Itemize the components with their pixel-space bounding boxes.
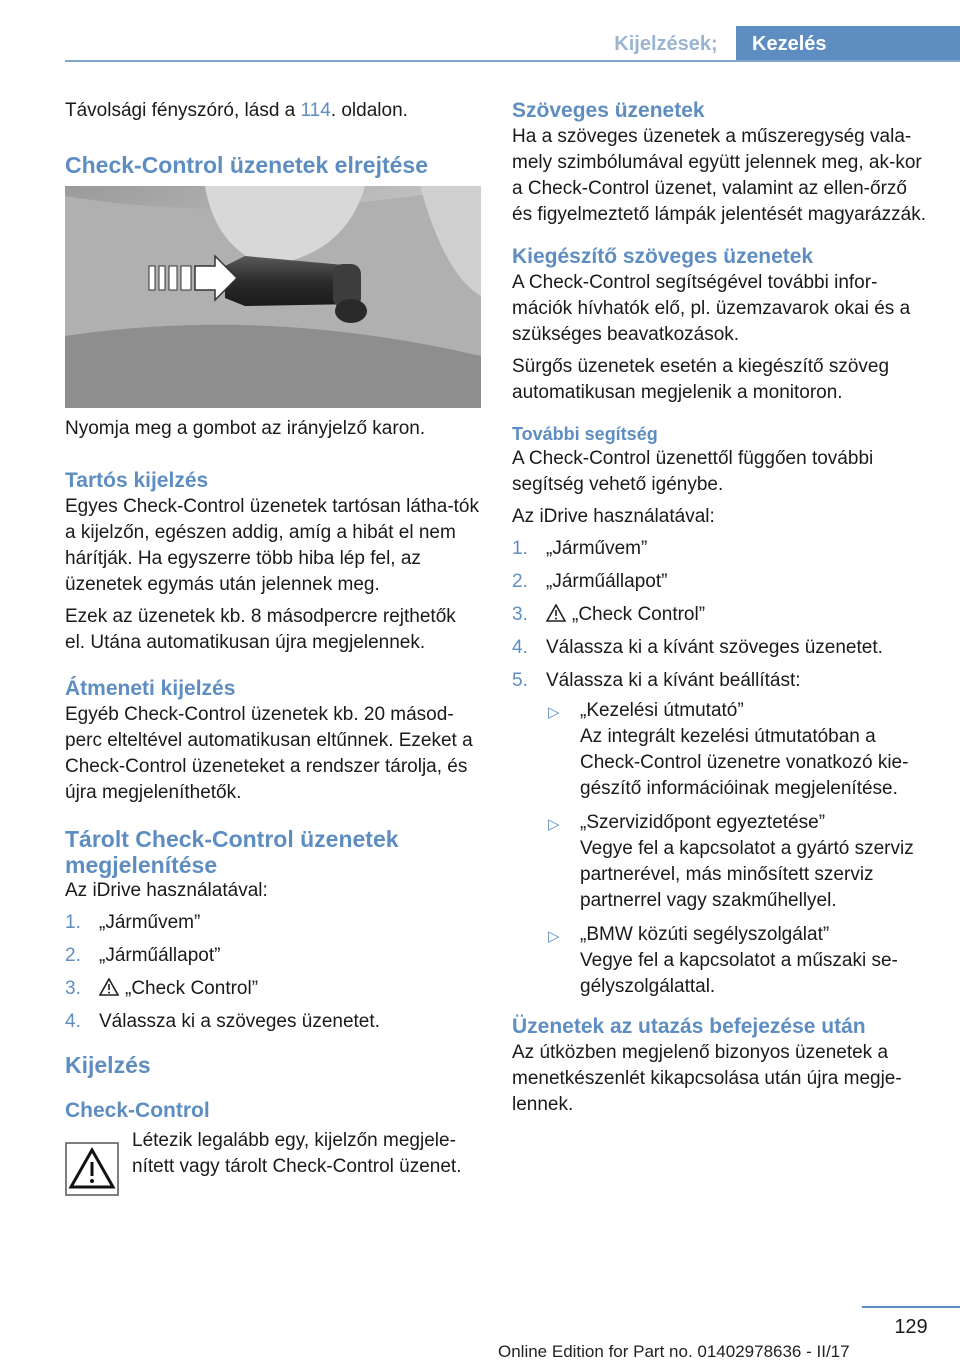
- bullet-triangle-icon: ▷: [548, 928, 560, 945]
- step-text: „Járműállapot”: [99, 945, 221, 966]
- list-item: [512, 602, 932, 628]
- edition-note: Online Edition for Part no. 01402978636 - II/17: [498, 1342, 850, 1361]
- bullet-triangle-icon: ▷: [548, 704, 560, 721]
- step-text: „Check Control”: [572, 604, 706, 625]
- option-title: „Szervizidőpont egyeztetése”: [580, 812, 826, 833]
- temporary-paragraph: Egyéb Check-Control üzenetek kb. 20 másod-perc elteltével automatikusan eltűnnek. Ezeket a Check-Control üzeneteket a rendszer tárolja, és újra megjeleníthetők.: [65, 704, 473, 803]
- header-section-tab: Kijelzések;: [614, 33, 718, 55]
- step-text: „Járműállapot”: [546, 571, 668, 592]
- list-item: [512, 569, 932, 595]
- heading-permanent: Tartós kijelzés: [65, 469, 209, 492]
- trip-end-paragraph: Az útközben megjelenő bizonyos üzenetek a menetkészenlét kikapcsolása után újra megje-lennek.: [512, 1042, 902, 1115]
- heading-trip-end: Üzenetek az utazás befejezése után: [512, 1015, 866, 1038]
- list-item: [65, 943, 481, 969]
- option-item: [546, 698, 932, 802]
- step-number: 2.: [65, 945, 81, 966]
- distance-text: Távolsági fényszóró, lásd a: [65, 100, 301, 121]
- step-text: Válassza ki a kívánt beállítást:: [546, 670, 801, 691]
- distance-paragraph: [65, 98, 481, 124]
- heading-temporary: Átmeneti kijelzés: [65, 677, 236, 700]
- option-desc: Vegye fel a kapcsolatot a gyártó szerviz partnerével, más minősített szerviz partnerrel vagy szakműhellyel.: [580, 838, 914, 911]
- permanent-paragraph-2: Ezek az üzenetek kb. 8 másodpercre rejthetők el. Utána automatikusan újra megjelennek.: [65, 606, 456, 653]
- right-steps: [512, 536, 932, 1000]
- help-paragraph: A Check-Control üzenettől függően további segítség vehető igénybe.: [512, 448, 874, 495]
- heading-supplementary: Kiegészítő szöveges üzenetek: [512, 245, 814, 268]
- stalk-figure: [65, 186, 481, 408]
- heading-text-messages: Szöveges üzenetek: [512, 99, 705, 122]
- press-paragraph: Nyomja meg a gombot az irányjelző karon.: [65, 418, 426, 439]
- step-number: 2.: [512, 571, 528, 592]
- bullet-triangle-icon: ▷: [548, 816, 560, 833]
- footer-rule: [862, 1306, 960, 1308]
- warning-icon: [546, 604, 566, 622]
- step-text: „Járművem”: [546, 538, 648, 559]
- list-item: [512, 635, 932, 661]
- list-item: [65, 1009, 481, 1035]
- text-messages-paragraph: Ha a szöveges üzenetek a műszeregység vala-mely szimbólumával együtt jelennek meg, ak-kor a Check-Control üzenet, valamint az ellen-őrző és figyelmeztető lámpák jelentését magyarázzák.: [512, 126, 926, 225]
- heading-stored: Tárolt Check-Control üzenetek megjelenítése: [65, 826, 399, 878]
- right-column: [512, 98, 932, 1124]
- heading-display: Kijelzés: [65, 1052, 151, 1078]
- distance-text-end: . oldalon.: [330, 100, 408, 121]
- option-title: „BMW közúti segélyszolgálat”: [580, 924, 830, 945]
- step-number: 1.: [65, 912, 81, 933]
- supplementary-paragraph-2: Sürgős üzenetek esetén a kiegészítő szöveg automatikusan megjelenik a monitoron.: [512, 356, 890, 403]
- option-list: [546, 698, 932, 1000]
- step-text: „Járművem”: [99, 912, 201, 933]
- supplementary-paragraph-1: A Check-Control segítségével további infor-mációk hívhatók elő, pl. üzemzavarok okai és a szükséges beavatkozások.: [512, 272, 911, 345]
- option-item: [546, 810, 932, 914]
- check-control-paragraph: Létezik legalább egy, kijelzőn megjele-nített vagy tárolt Check-Control üzenet.: [132, 1130, 462, 1177]
- permanent-paragraph-1: Egyes Check-Control üzenetek tartósan látha-tók a kijelzőn, egészen addig, amíg a hibát el nem hárítják. Ha egyszerre több hiba lép fel, az üzenetek egymás után jelennek meg.: [65, 496, 479, 595]
- heading-hide-messages: Check-Control üzenetek elrejtése: [65, 152, 429, 178]
- warning-note: [65, 1128, 481, 1190]
- option-desc: Az integrált kezelési útmutatóban a Check-Control üzenetre vonatkozó kie-gészítő információinak megjelenítése.: [580, 726, 909, 799]
- left-steps: [65, 910, 481, 1035]
- idrive-paragraph: Az iDrive használatával:: [512, 506, 715, 527]
- step-number: 1.: [512, 538, 528, 559]
- step-number: 3.: [65, 978, 81, 999]
- step-number: 3.: [512, 604, 528, 625]
- idrive-paragraph: Az iDrive használatával:: [65, 880, 268, 901]
- list-item: [65, 976, 481, 1002]
- step-text: Válassza ki a kívánt szöveges üzenetet.: [546, 637, 883, 658]
- header-active-tab: Kezelés: [736, 26, 960, 62]
- list-item: [65, 910, 481, 936]
- option-desc: Vegye fel a kapcsolatot a műszaki se-gélyszolgálattal.: [580, 950, 898, 997]
- option-item: [546, 922, 932, 1000]
- list-item: [512, 536, 932, 562]
- heading-help: További segítség: [512, 424, 658, 444]
- left-column: [65, 98, 481, 1190]
- list-item: [512, 668, 932, 1000]
- page-number: 129: [894, 1316, 928, 1338]
- warning-icon: [99, 978, 119, 996]
- step-number: 4.: [512, 637, 528, 658]
- heading-check-control: Check-Control: [65, 1099, 210, 1122]
- step-text: „Check Control”: [125, 978, 259, 999]
- warning-triangle-icon: [65, 1142, 119, 1196]
- page-link[interactable]: 114: [300, 100, 331, 121]
- step-text: Válassza ki a szöveges üzenetet.: [99, 1011, 380, 1032]
- step-number: 4.: [65, 1011, 81, 1032]
- step-number: 5.: [512, 670, 528, 691]
- header-rule: [65, 60, 960, 62]
- option-title: „Kezelési útmutató”: [580, 700, 744, 721]
